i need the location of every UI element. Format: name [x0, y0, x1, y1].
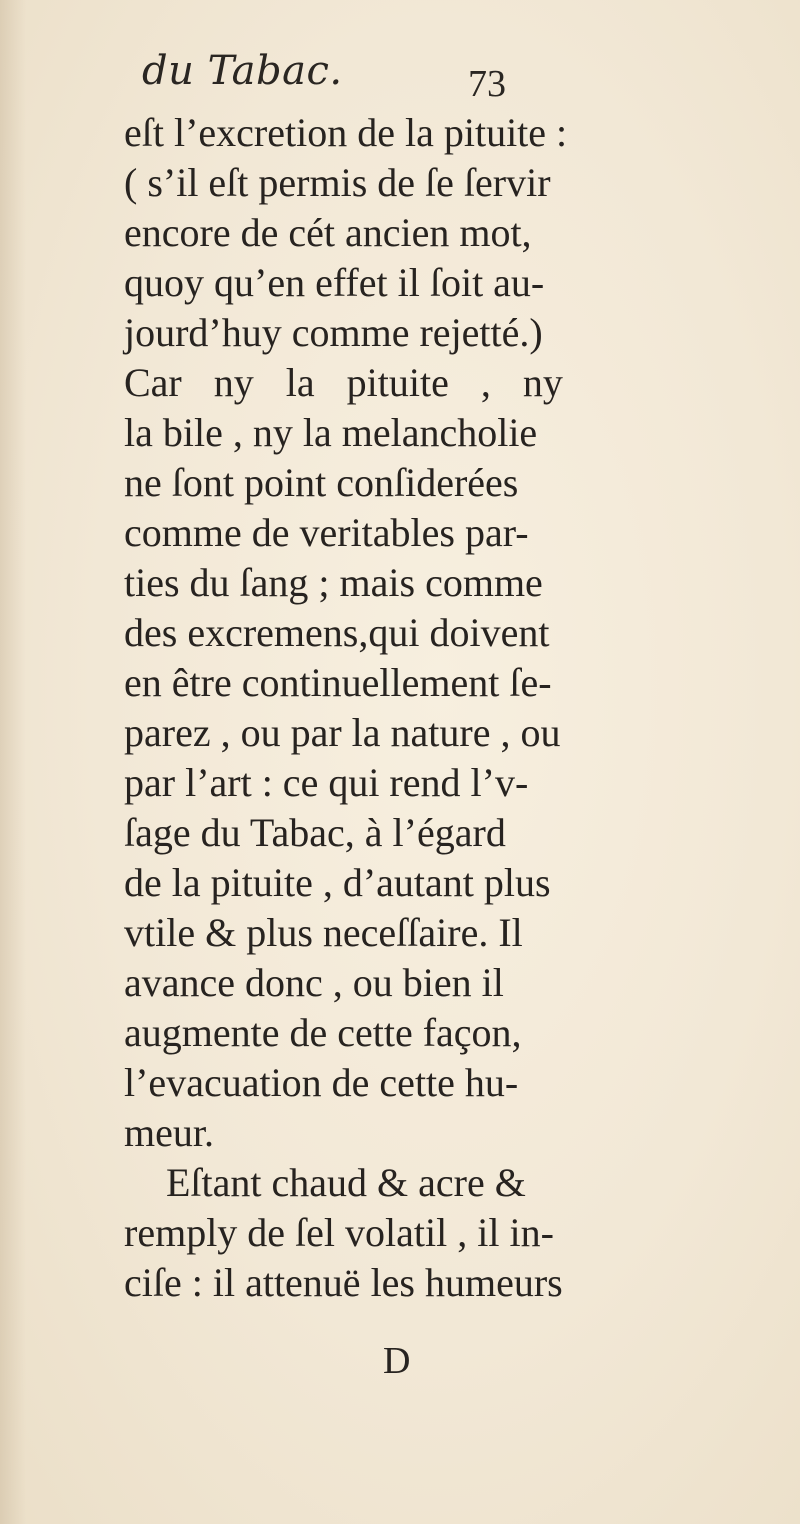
page-number: 73 — [468, 63, 506, 105]
gutter-shadow — [0, 0, 26, 1524]
text-line: augmente de cette façon, — [124, 1010, 522, 1055]
page-header — [0, 40, 800, 110]
text-line: quoy qu’en effet il ſoit au- — [124, 260, 545, 305]
text-line: ( s’il eſt permis de ſe ſervir — [124, 160, 551, 205]
text-line: de la pituite , d’autant plus — [124, 860, 551, 905]
text-line: par l’art : ce qui rend l’v- — [124, 760, 529, 805]
text-line: Eſtant chaud & acre & — [166, 1160, 526, 1205]
text-line: ſage du Tabac, à l’égard — [124, 810, 506, 855]
text-line: meur. — [124, 1110, 214, 1155]
text-line: des excremens,qui doivent — [124, 610, 550, 655]
text-line: la bile , ny la melancholie — [124, 410, 538, 455]
text-line: ciſe : il attenuë les humeurs — [124, 1260, 563, 1305]
text-line: jourd’huy comme rejetté.) — [124, 310, 543, 355]
text-line: remply de ſel volatil , il in- — [124, 1210, 554, 1255]
text-line: en être continuellement ſe- — [124, 660, 552, 705]
text-line: encore de cét ancien mot, — [124, 210, 532, 255]
text-line: Car ny la pituite , ny — [124, 360, 563, 405]
text-line: vtile & plus neceſſaire. Il — [124, 910, 523, 955]
text-line: avance donc , ou bien il — [124, 960, 504, 1005]
text-line: eſt l’excretion de la pituite : — [124, 110, 568, 155]
signature-mark: D — [383, 1340, 411, 1382]
text-line: ne ſont point conſiderées — [124, 460, 519, 505]
text-line: parez , ou par la nature , ou — [124, 710, 561, 755]
text-line: l’evacuation de cette hu- — [124, 1060, 519, 1105]
running-title: du Tabac. — [142, 48, 343, 94]
text-line: ties du ſang ; mais comme — [124, 560, 543, 605]
text-line: comme de veritables par- — [124, 510, 529, 555]
